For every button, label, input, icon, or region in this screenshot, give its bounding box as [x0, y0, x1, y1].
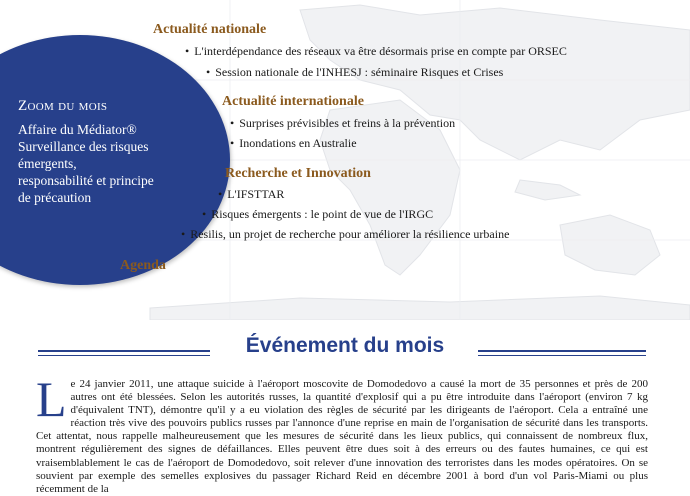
zoom-line: responsabilité et principe [18, 173, 154, 188]
heading-actualite-nationale[interactable]: Actualité nationale [153, 22, 267, 37]
zoom-line: Affaire du Médiator® [18, 122, 137, 137]
event-article [36, 371, 648, 496]
zoom-title: Zoom du mois [18, 98, 108, 114]
heading-agenda[interactable]: Agenda [120, 258, 166, 273]
link-ifsttar[interactable] [218, 187, 284, 202]
bullet-icon: • [181, 227, 186, 241]
zoom-box[interactable] [18, 98, 208, 206]
drop-cap: L [36, 371, 67, 427]
event-title: Événement du mois [245, 334, 445, 357]
zoom-line: de précaution [18, 190, 92, 205]
zoom-line: Surveillance des risques [18, 139, 149, 154]
heading-actualite-internationale[interactable]: Actualité internationale [222, 94, 364, 109]
bullet-icon: • [218, 187, 223, 201]
bullet-icon: • [230, 116, 235, 130]
link-irgc[interactable] [202, 207, 433, 222]
bullet-icon: • [202, 207, 207, 221]
link-label: L'interdépendance des réseaux va être désormais prise en compte par ORSEC [194, 44, 567, 58]
heading-recherche-innovation[interactable]: Recherche et Innovation [225, 166, 371, 181]
link-label: Session nationale de l'INHESJ : séminaire Risques et Crises [215, 65, 504, 79]
bullet-icon: • [206, 65, 211, 79]
link-label: L'IFSTTAR [227, 187, 285, 201]
link-resilis[interactable] [181, 227, 509, 242]
link-surprises[interactable] [230, 116, 455, 131]
zoom-line: émergents, [18, 156, 77, 171]
event-body: e 24 janvier 2011, une attaque suicide à l'aéroport moscovite de Domodedovo a causé la mort de 35 personnes et près de 200 autres ont été blessées. Selon les autorités russes, la quantité d'explosif qui a pu être introduite dans l'aéroport (environ 7 kg d'équivalent TNT), démontre qu'il y a eu violation des règles de sécurité par les dirigeants de l'aéroport. Cela a entraîné une réaction très vive des pouvoirs publics russes par l'annonce d'une reprise en main de l'organisation de sécurité dans les transports. Cet attentat, nous rappelle malheureusement que les mesures de sécurité dans les lieux publics, qui connaissent de nombreux flux, montrent régulièrement des signes de défaillances. Elles peuvent être dues soit à des erreurs ou des fautes humaines, ce qui est vraisemblablement le cas de l'aéroport de Domodedovo, soit relever d'une innovation des terroristes dans les modes opératoires. On se souvient par exemple des semelles explosives du passager Richard Reid en décembre 2001 à bord d'un vol Paris-Miami ou plus récemment de la [36, 378, 648, 495]
link-inhesj[interactable] [206, 65, 503, 80]
link-label: Inondations en Australie [239, 136, 357, 150]
link-inondations[interactable] [230, 136, 357, 151]
link-label: Risques émergents : le point de vue de l'IRGC [211, 207, 434, 221]
link-orsec[interactable] [185, 44, 567, 59]
link-label: Surprises prévisibles et freins à la prévention [239, 116, 456, 130]
bullet-icon: • [185, 44, 190, 58]
link-label: Resilis, un projet de recherche pour améliorer la résilience urbaine [190, 227, 510, 241]
bullet-icon: • [230, 136, 235, 150]
